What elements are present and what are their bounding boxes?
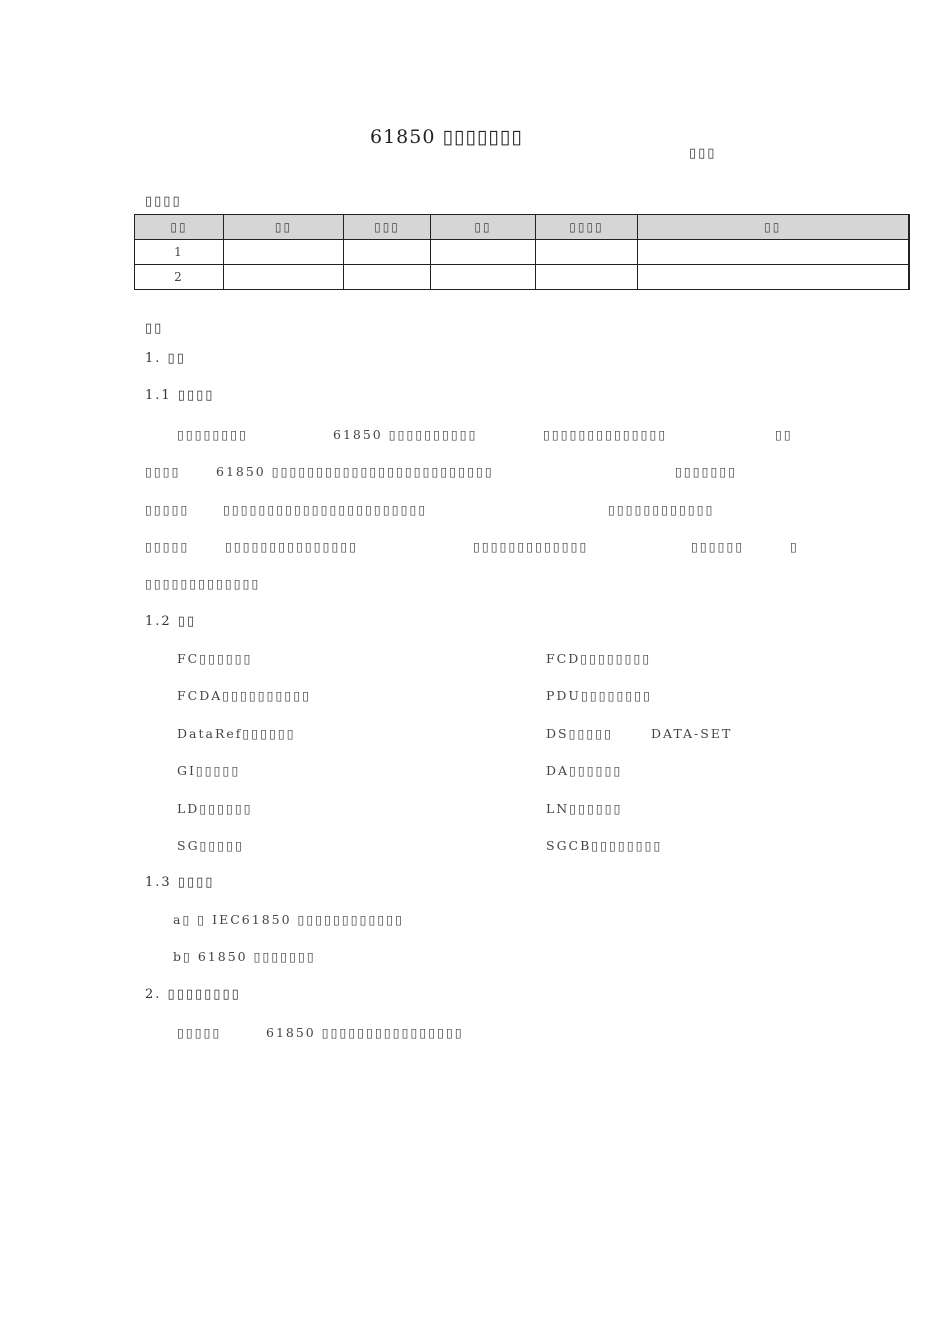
term-item: SG▯▯▯▯▯ (177, 838, 244, 853)
paragraph-text: 61850 ▯▯▯▯▯▯▯▯▯▯▯▯▯▯▯▯ (266, 1025, 464, 1040)
term-item: LN▯▯▯▯▯▯ (546, 801, 623, 816)
header-cell: ▯▯ (431, 215, 536, 240)
term-item: FC▯▯▯▯▯▯ (177, 651, 253, 666)
paragraph-text: ▯▯▯▯▯▯▯▯ (177, 427, 249, 442)
term-item: FCD▯▯▯▯▯▯▯▯ (546, 651, 652, 666)
table-cell (536, 240, 638, 265)
header-cell: ▯▯▯ (344, 215, 431, 240)
paragraph-text: ▯▯▯▯▯ (177, 1025, 222, 1040)
header-cell: ▯▯ (224, 215, 344, 240)
toc-label: ▯▯ (145, 321, 164, 336)
doc-author: ▯▯▯ (689, 146, 717, 161)
section-heading-1-3: 1.3 ▯▯▯▯ (145, 875, 215, 890)
paragraph-text: ▯▯▯▯▯▯ (691, 539, 745, 554)
table-cell (638, 240, 909, 265)
version-table-header (135, 215, 909, 240)
table-row (135, 265, 909, 290)
header-cell: ▯▯▯▯ (536, 215, 638, 240)
table-row (135, 240, 909, 265)
header-cell: ▯▯ (135, 215, 224, 240)
term-item: GI▯▯▯▯▯ (177, 763, 241, 778)
paragraph-text: ▯▯▯▯▯▯▯▯▯▯▯▯▯▯▯ (225, 539, 359, 554)
table-cell (344, 265, 431, 290)
paragraph-text: 61850 ▯▯▯▯▯▯▯▯▯▯ (333, 427, 478, 442)
table-cell (224, 240, 344, 265)
paragraph-text: ▯▯▯▯▯▯▯▯▯▯▯▯▯▯ (543, 427, 668, 442)
paragraph-text: ▯▯▯▯▯▯▯▯▯▯▯▯▯ (145, 576, 261, 591)
term-item: DataRef▯▯▯▯▯▯ (177, 726, 296, 741)
term-item: LD▯▯▯▯▯▯ (177, 801, 253, 816)
paragraph-text: ▯▯▯▯▯▯▯ (675, 464, 738, 479)
table-cell (344, 240, 431, 265)
doc-title: 61850 ▯▯▯▯▯▯▯ (370, 126, 523, 148)
table-cell: 2 (135, 265, 224, 290)
section-heading-2: 2. ▯▯▯▯▯▯▯▯ (145, 987, 241, 1002)
table-cell (431, 240, 536, 265)
version-table-caption: ▯▯▯▯ (145, 194, 182, 209)
paragraph-text: ▯▯▯▯ (145, 464, 181, 479)
term-item: DS▯▯▯▯▯ (546, 726, 613, 741)
table-cell (224, 265, 344, 290)
table-cell (536, 265, 638, 290)
table-cell (431, 265, 536, 290)
term-item: PDU▯▯▯▯▯▯▯▯ (546, 688, 652, 703)
table-cell (638, 265, 909, 290)
paragraph-text: 61850 ▯▯▯▯▯▯▯▯▯▯▯▯▯▯▯▯▯▯▯▯▯▯▯▯▯ (216, 464, 494, 479)
term-item-extra: DATA-SET (651, 726, 733, 741)
section-heading-1-1: 1.1 ▯▯▯▯ (145, 388, 215, 403)
section-heading-1: 1. ▯▯ (145, 351, 186, 366)
paragraph-text: ▯▯▯▯▯ (145, 539, 190, 554)
paragraph-text: ▯▯▯▯▯ (145, 502, 190, 517)
paragraph-text: ▯ (790, 539, 799, 554)
header-cell: ▯▯ (638, 215, 909, 240)
term-item: DA▯▯▯▯▯▯ (546, 763, 623, 778)
term-item: FCDA▯▯▯▯▯▯▯▯▯▯ (177, 688, 312, 703)
paragraph-text: ▯▯▯▯▯▯▯▯▯▯▯▯▯ (473, 539, 589, 554)
reference-item: a▯ ▯ IEC61850 ▯▯▯▯▯▯▯▯▯▯▯▯ (173, 912, 405, 927)
term-item: SGCB▯▯▯▯▯▯▯▯ (546, 838, 663, 853)
paragraph-text: ▯▯▯▯▯▯▯▯▯▯▯▯ (608, 502, 715, 517)
section-heading-1-2: 1.2 ▯▯ (145, 614, 197, 629)
paragraph-text: ▯▯▯▯▯▯▯▯▯▯▯▯▯▯▯▯▯▯▯▯▯▯▯ (223, 502, 428, 517)
table-cell: 1 (135, 240, 224, 265)
paragraph-text: ▯▯ (775, 427, 793, 442)
reference-item: b▯ 61850 ▯▯▯▯▯▯▯ (173, 949, 316, 964)
version-table (134, 214, 910, 290)
